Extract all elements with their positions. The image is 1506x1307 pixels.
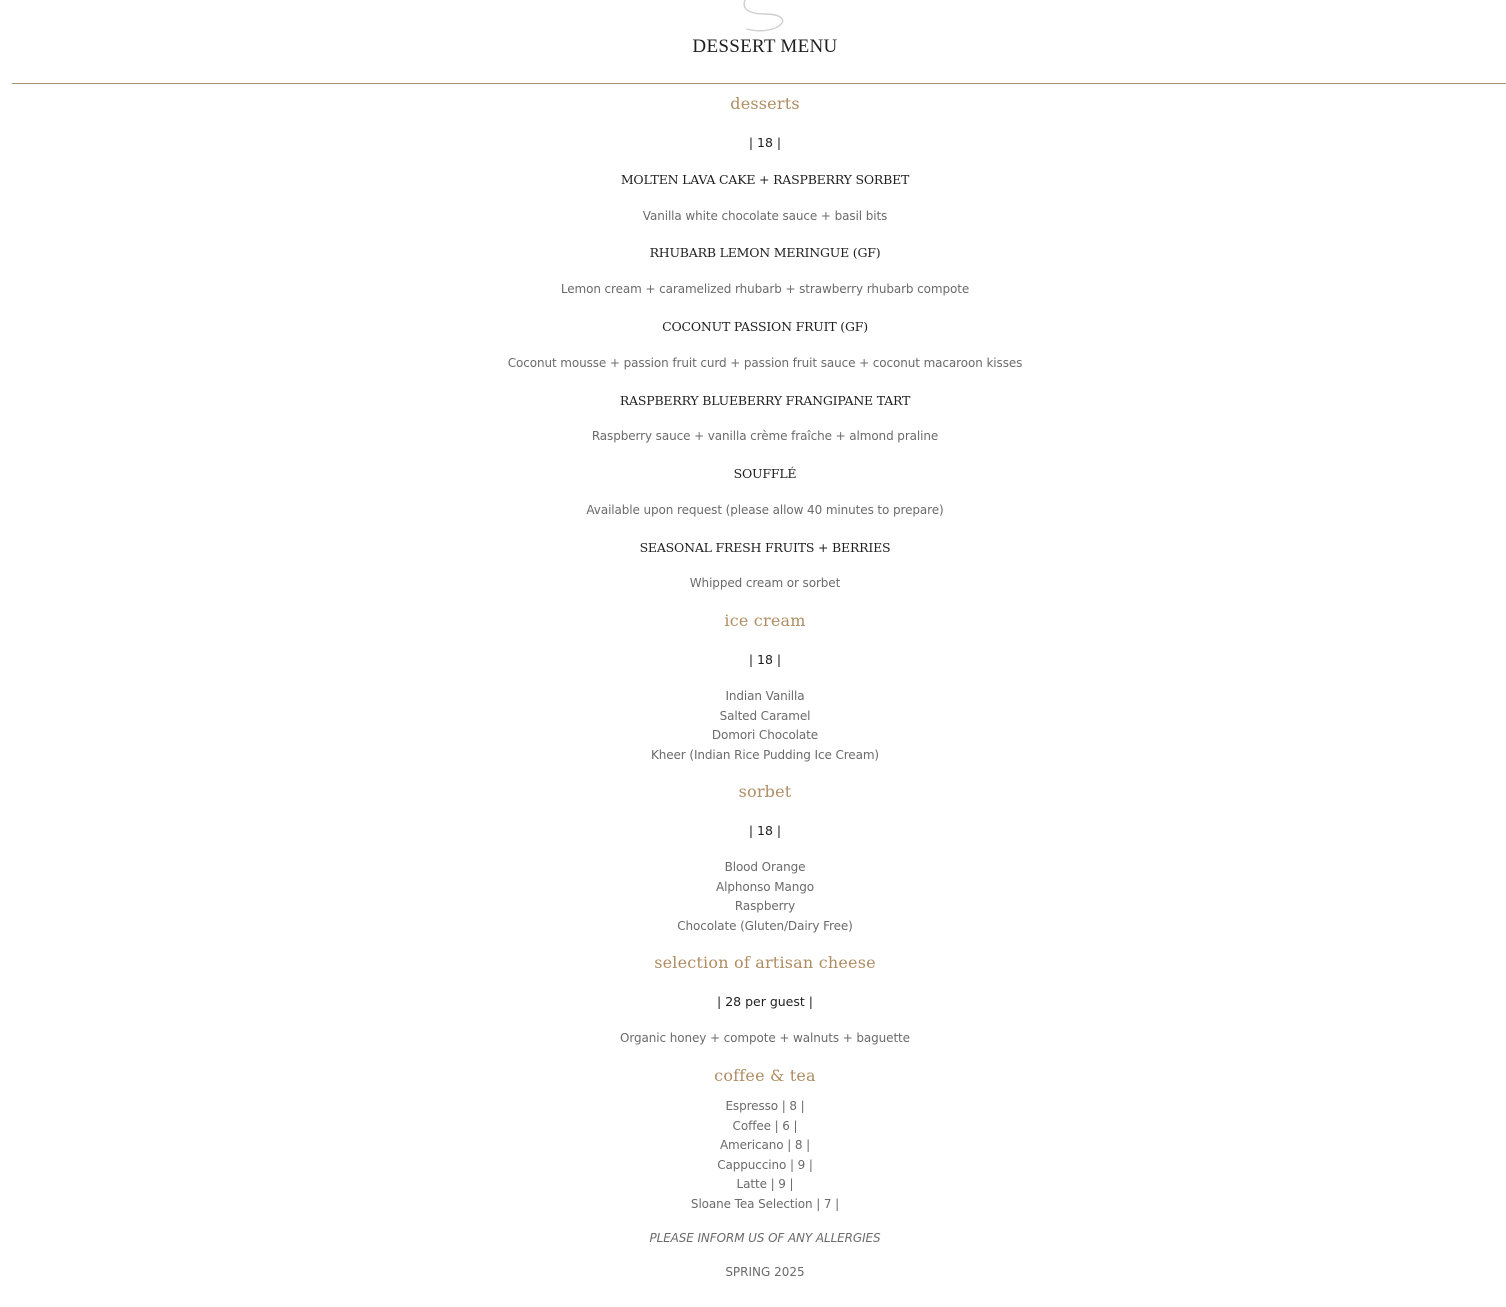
header-divider — [12, 83, 1506, 84]
section-price-ice-cream: | 18 | — [748, 652, 782, 667]
section-price-sorbet: | 18 | — [748, 823, 782, 838]
restaurant-logo-swirl — [733, 0, 793, 34]
dessert-item-description: Raspberry sauce + vanilla crème fraîche + almond praline — [591, 429, 939, 443]
dessert-item-name: RASPBERRY BLUEBERRY FRANGIPANE TART — [619, 393, 911, 408]
section-heading-ice-cream: ice cream — [724, 611, 806, 630]
dessert-item-name: SEASONAL FRESH FRUITS + BERRIES — [639, 540, 891, 555]
section-heading-coffee-tea: coffee & tea — [714, 1066, 816, 1085]
list-item: Salted Caramel — [719, 708, 811, 723]
dessert-item-description: Whipped cream or sorbet — [689, 576, 841, 590]
section-heading-cheese: selection of artisan cheese — [654, 953, 876, 972]
list-item: Kheer (Indian Rice Pudding Ice Cream) — [650, 747, 880, 762]
list-item: Raspberry — [734, 899, 796, 914]
list-item: Blood Orange — [724, 860, 806, 874]
list-item: Latte | 9 | — [736, 1177, 794, 1192]
list-item: Sloane Tea Selection | 7 | — [690, 1196, 840, 1211]
menu-season: SPRING 2025 — [725, 1265, 805, 1279]
section-price-cheese: | 28 per guest | — [717, 994, 813, 1009]
section-heading-sorbet: sorbet — [738, 782, 792, 801]
coffee-tea-list — [0, 1097, 1506, 1215]
dessert-item-description: Vanilla white chocolate sauce + basil bits — [642, 209, 888, 223]
sorbet-flavor-list — [0, 858, 1506, 936]
list-item: Chocolate (Gluten/Dairy Free) — [677, 918, 853, 933]
dessert-item-description: Available upon request (please allow 40 minutes to prepare) — [586, 503, 944, 517]
list-item: Indian Vanilla — [725, 689, 805, 703]
dessert-item-description: Coconut mousse + passion fruit curd + passion fruit sauce + coconut macaroon kisses — [507, 356, 1023, 370]
dessert-item-name: MOLTEN LAVA CAKE + RASPBERRY SORBET — [620, 172, 910, 187]
dessert-item-name: SOUFFLÉ — [733, 466, 797, 481]
list-item: Alphonso Mango — [716, 879, 814, 894]
ice-cream-flavor-list — [0, 687, 1506, 765]
dessert-item-name: RHUBARB LEMON MERINGUE (GF) — [649, 245, 881, 260]
cheese-description: Organic honey + compote + walnuts + baguette — [620, 1031, 910, 1045]
list-item: Cappuccino | 9 | — [717, 1157, 813, 1172]
list-item: Espresso | 8 | — [725, 1099, 805, 1113]
section-price-desserts: | 18 | — [748, 135, 782, 150]
dessert-item-name: COCONUT PASSION FRUIT (GF) — [662, 319, 868, 334]
allergy-notice: PLEASE INFORM US OF ANY ALLERGIES — [649, 1231, 881, 1245]
dessert-item-description: Lemon cream + caramelized rhubarb + strawberry rhubarb compote — [560, 282, 970, 296]
list-item: Coffee | 6 | — [732, 1118, 798, 1133]
page-title: DESSERT MENU — [692, 36, 838, 57]
section-heading-desserts: desserts — [730, 94, 800, 113]
list-item: Americano | 8 | — [719, 1138, 811, 1153]
list-item: Domori Chocolate — [711, 728, 819, 743]
